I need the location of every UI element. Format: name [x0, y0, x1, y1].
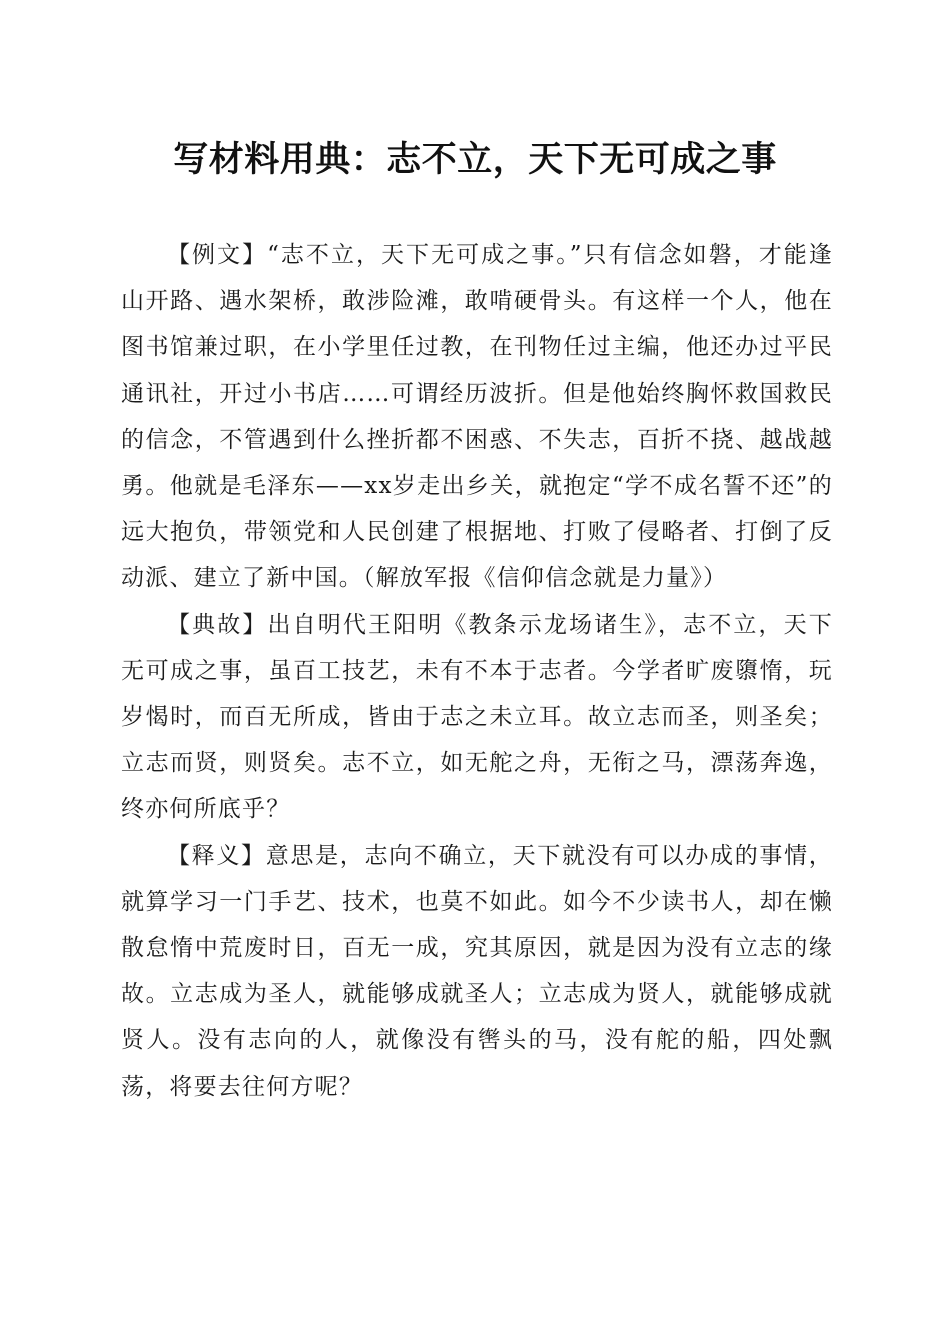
paragraph-example: 【例文】“志不立，天下无可成之事。”只有信念如磐，才能逢山开路、遇水架桥，敢涉险滩，敢啃硬骨头。有这样一个人，他在图书馆兼过职，在小学里任过教，在刊物任过主编，他还办过平民通讯社，开过小书店……可谓经历波折。但是他始终胸怀救国救民的信念，不管遇到什么挫折都不困惑、不失志，百折不挠、越战越勇。他就是毛泽东——xx岁走出乡关，就抱定“学不成名誓不还”的远大抱负，带领党和人民创建了根据地、打败了侵略者、打倒了反动派、建立了新中国。（解放军报《信仰信念就是力量》） — [121, 242, 833, 592]
paragraph-interpretation: 【释义】意思是，志向不确立，天下就没有可以办成的事情，就算学习一门手艺、技术，也莫不如此。如今不少读书人，却在懒散怠惰中荒废时日，百无一成，究其原因，就是因为没有立志的缘故。立志成为圣人，就能够成就圣人；立志成为贤人，就能够成就贤人。没有志向的人，就像没有辔头的马，没有舵的船，四处飘荡，将要去往何方呢？ — [121, 842, 833, 1100]
paragraph-allusion: 【典故】出自明代王阳明《教条示龙场诸生》，志不立，天下无可成之事，虽百工技艺，未有不本于志者。今学者旷废隳惰，玩岁愒时，而百无所成，皆由于志之未立耳。故立志而圣，则圣矣；立志而贤，则贤矣。志不立，如无舵之舟，无衔之马，漂荡奔逸，终亦何所底乎？ — [121, 611, 833, 823]
document-title: 写材料用典：志不立，天下无可成之事 — [173, 139, 777, 180]
document-body — [121, 232, 833, 1110]
